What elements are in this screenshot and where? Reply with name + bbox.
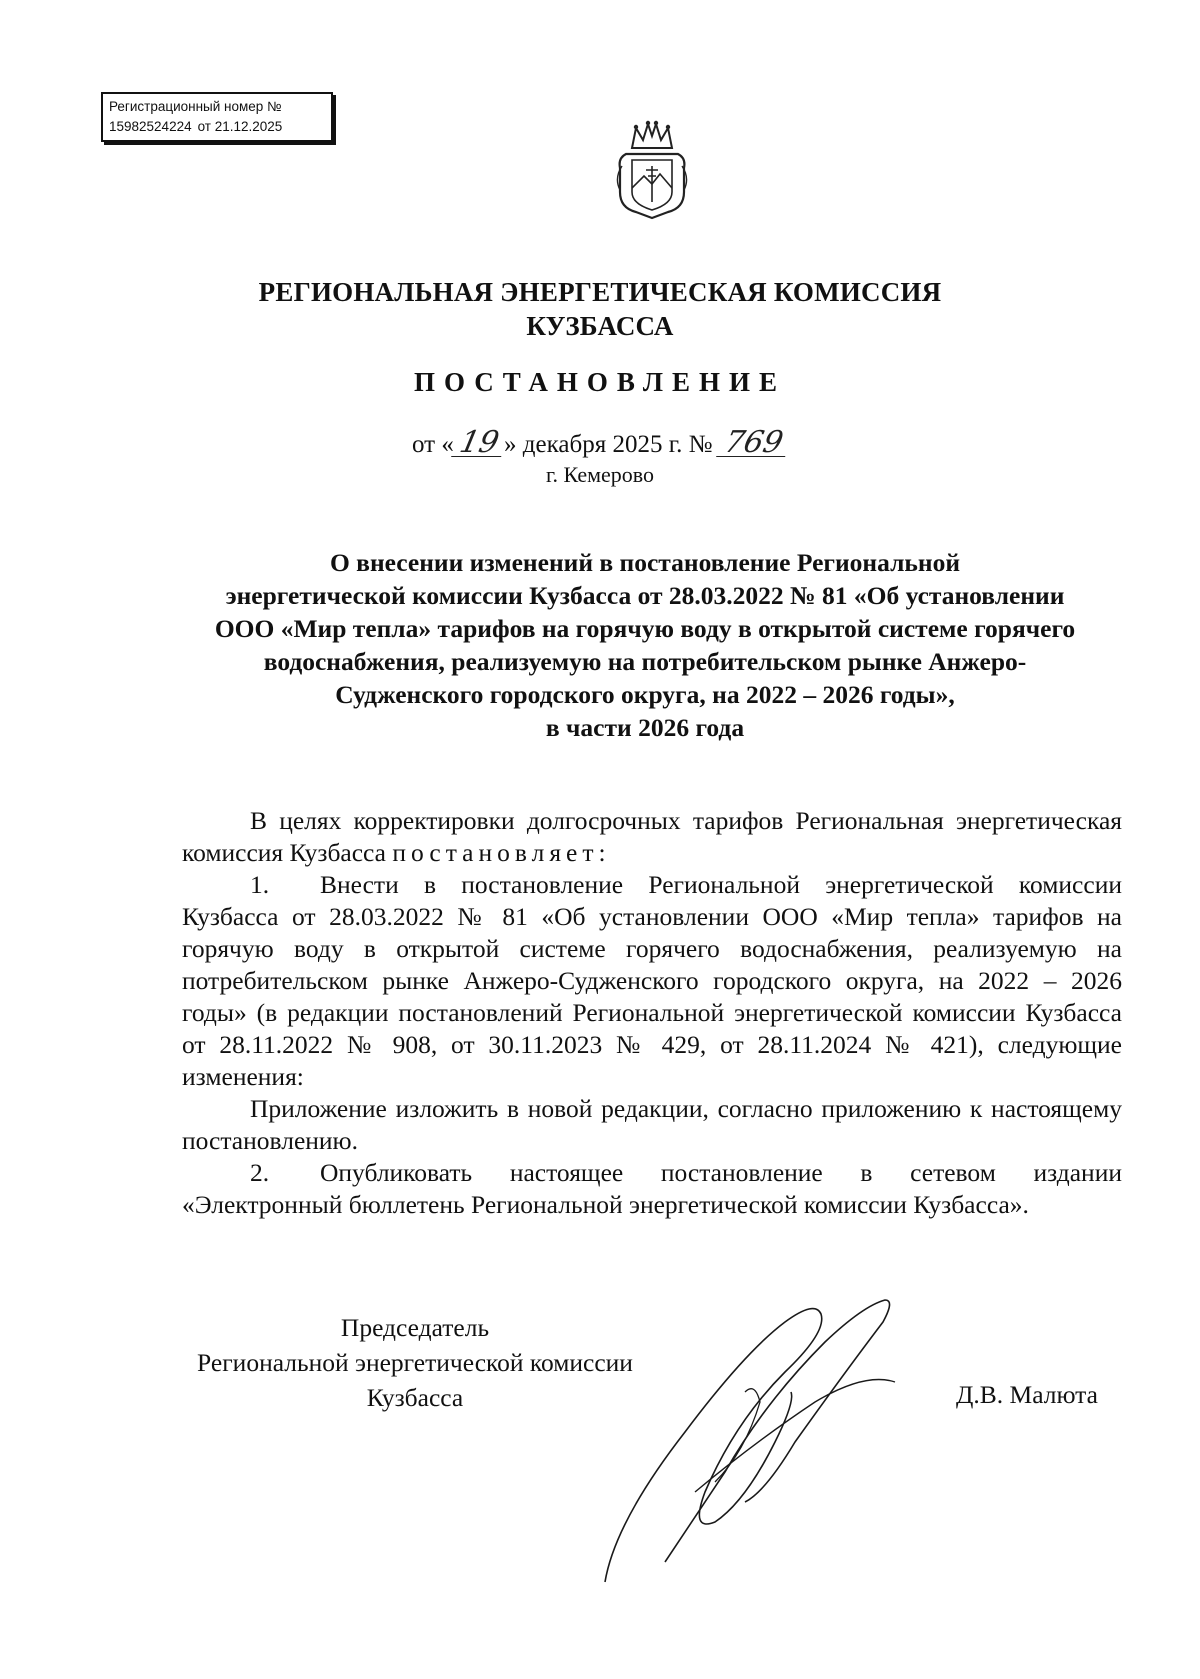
subject-line: в части 2026 года bbox=[545, 713, 745, 742]
date-middle: » декабря 2025 г. № bbox=[504, 431, 713, 458]
organization-title-line1: РЕГИОНАЛЬНАЯ ЭНЕРГЕТИЧЕСКАЯ КОМИССИЯ bbox=[258, 277, 942, 307]
position-line: Кузбасса bbox=[366, 1383, 464, 1412]
signatory-position bbox=[170, 1310, 660, 1415]
subject-line: О внесении изменений в постановление Региональной bbox=[329, 548, 961, 577]
item-text: Опубликовать настоящее постановление в сетевом издании «Электронный бюллетень Региональной энергетической комиссии Кузбасса». bbox=[182, 1158, 1122, 1219]
item-number: 2. bbox=[250, 1158, 270, 1187]
subject-line: водоснабжения, реализуемую на потребительском рынке Анжеро- bbox=[263, 647, 1027, 676]
body-item-2 bbox=[182, 1157, 1122, 1221]
date-prefix: от « bbox=[412, 431, 454, 458]
registration-number: 15982524224 bbox=[109, 119, 192, 134]
body-intro bbox=[182, 805, 1122, 869]
body-item-1-sub: Приложение изложить в новой редакции, согласно приложению к настоящему постановлению. bbox=[182, 1094, 1122, 1155]
document-date-line bbox=[0, 425, 1200, 460]
signatory-name: Д.В. Малюта bbox=[956, 1380, 1098, 1409]
item-number: 1. bbox=[250, 870, 270, 899]
document-city: г. Кемерово bbox=[545, 462, 655, 487]
registration-stamp bbox=[101, 92, 333, 142]
position-line: Региональной энергетической комиссии bbox=[197, 1348, 633, 1377]
subject-line: энергетической комиссии Кузбасса от 28.03.2022 № 81 «Об установлении bbox=[225, 581, 1065, 610]
handwritten-number: 769 bbox=[716, 430, 791, 457]
organization-title bbox=[0, 275, 1200, 343]
position-line: Председатель bbox=[340, 1313, 490, 1342]
handwritten-day: 19 bbox=[451, 430, 507, 457]
organization-title-line2: КУЗБАССА bbox=[526, 311, 674, 341]
registration-label: Регистрационный номер № bbox=[109, 99, 282, 114]
registration-date: от 21.12.2025 bbox=[197, 119, 283, 134]
document-subject bbox=[170, 546, 1120, 744]
registration-details bbox=[109, 117, 325, 137]
subject-line: Судженского городского округа, на 2022 – 2026 годы», bbox=[335, 680, 955, 709]
body-item-1 bbox=[182, 869, 1122, 1093]
document-body bbox=[182, 805, 1122, 1221]
intro-verb: постановляет: bbox=[392, 838, 611, 867]
coat-of-arms-icon bbox=[610, 118, 694, 222]
intro-text: В целях корректировки долгосрочных тарифов Региональная энергетическая комиссия Кузбасса bbox=[182, 806, 1122, 867]
handwritten-signature bbox=[595, 1292, 915, 1592]
item-text: Внести в постановление Региональной энергетической комиссии Кузбасса от 28.03.2022 № 81 «Об установлении ООО «Мир тепла» тарифов на горячую воду в открытой системе горячего водоснабжения, реализуемую на потребительском рынке Анжеро-Судженского городского округа, на 2022 – 2026 годы» (в редакции постановлений Региональной энергетической комиссии Кузбасса от 28.11.2022 № 908, от 30.11.2023 № 429, от 28.11.2024 № 421), следующие изменения: bbox=[182, 870, 1122, 1091]
document-type: ПОСТАНОВЛЕНИЕ bbox=[413, 367, 787, 397]
subject-line: ООО «Мир тепла» тарифов на горячую воду в открытой системе горячего bbox=[214, 614, 1076, 643]
